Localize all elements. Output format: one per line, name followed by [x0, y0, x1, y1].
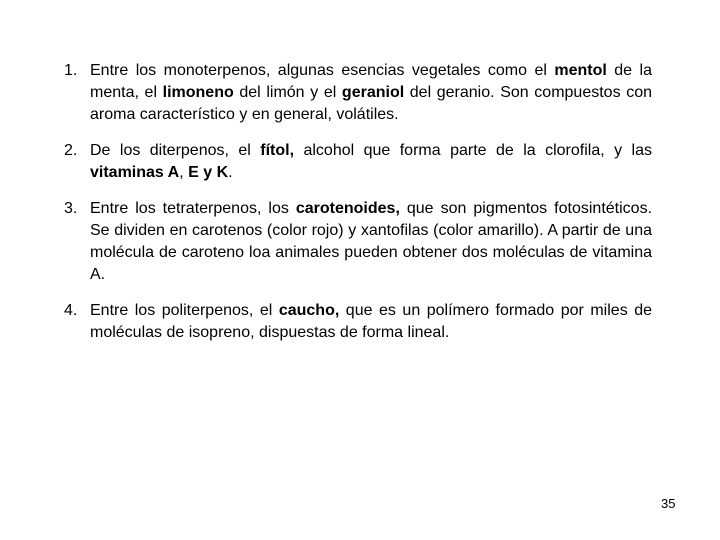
list-item	[64, 60, 652, 126]
item-text	[90, 302, 652, 341]
text-segment-bold: vitaminas A	[90, 164, 180, 181]
text-segment-bold: E y K	[188, 164, 229, 181]
list-item	[64, 300, 652, 344]
item-text	[90, 200, 652, 283]
text-segment-bold: limoneno	[162, 84, 234, 101]
text-segment: que son pigmentos fotosintéticos. Se dividen en carotenos (color rojo) y xantofilas (color amarillo). A partir de una molécula de caroteno loa animales pueden obtener dos moléculas de vitamina A.	[90, 200, 653, 283]
text-segment: de la menta, el	[90, 62, 652, 101]
text-segment-bold: mentol	[554, 62, 607, 79]
item-number: 4.	[64, 302, 78, 319]
item-text	[90, 142, 652, 181]
text-segment: Entre los politerpenos, el	[90, 302, 279, 319]
terpene-list	[64, 60, 652, 358]
item-text	[90, 62, 652, 123]
page-number: 35	[661, 496, 676, 511]
text-segment: del limón y el	[233, 84, 342, 101]
text-segment: Entre los monoterpenos, algunas esencias vegetales como el	[90, 62, 555, 79]
text-segment: .	[228, 164, 233, 181]
text-segment: que es un polímero formado por miles de moléculas de isopreno, dispuestas de forma lineal.	[90, 302, 653, 341]
list-item	[64, 198, 652, 286]
list-item	[64, 140, 652, 184]
text-segment: ,	[179, 164, 189, 181]
item-number: 3.	[64, 200, 78, 217]
text-segment-bold: caucho,	[278, 302, 340, 319]
item-number: 2.	[64, 142, 78, 159]
text-segment-bold: geraniol	[341, 84, 405, 101]
text-segment: del geranio. Son compuestos con aroma característico y en general, volátiles.	[90, 84, 652, 123]
text-segment: De los diterpenos, el	[90, 142, 261, 159]
text-segment: alcohol que forma parte de la clorofila, y las	[294, 142, 652, 159]
text-segment: Entre los tetraterpenos, los	[90, 200, 296, 217]
text-segment-bold: fítol,	[260, 142, 295, 159]
item-number: 1.	[64, 62, 78, 79]
text-segment-bold: carotenoides,	[295, 200, 400, 217]
